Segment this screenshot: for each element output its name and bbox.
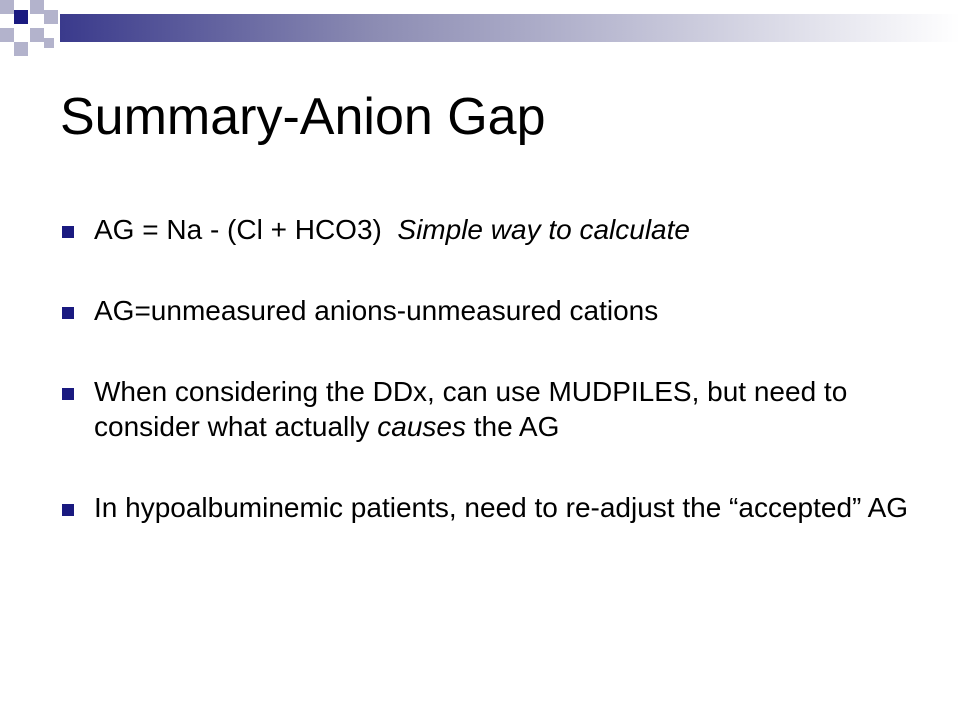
decor-square	[14, 42, 28, 56]
bullet-item	[62, 374, 912, 444]
bullet-item	[62, 490, 912, 525]
bullet-text: the AG	[465, 411, 560, 442]
bullet-emphasis: Simple way to calculate	[397, 214, 690, 245]
decor-square	[30, 0, 44, 14]
bullet-list	[62, 212, 912, 525]
bullet-emphasis: causes	[377, 411, 466, 442]
header-decoration	[0, 0, 960, 60]
bullet-text: In hypoalbuminemic patients, need to re-adjust the “accepted” AG	[94, 492, 909, 523]
decor-square	[44, 10, 58, 24]
decor-square	[30, 28, 44, 42]
decor-square	[0, 28, 14, 42]
square-bullet-icon	[62, 504, 74, 516]
bullet-text: When considering the DDx, can use MUDPILES, but need to consider what actually	[94, 376, 848, 442]
decor-square	[44, 38, 54, 48]
square-bullet-icon	[62, 307, 74, 319]
banner-stripe	[60, 14, 960, 42]
bullet-text: AG = Na - (Cl + HCO3)	[94, 214, 382, 245]
bullet-text: AG=unmeasured anions-unmeasured cations	[94, 295, 659, 326]
square-bullet-icon	[62, 388, 74, 400]
bullet-item	[62, 293, 912, 328]
bullet-item	[62, 212, 912, 247]
square-bullet-icon	[62, 226, 74, 238]
slide-title: Summary-Anion Gap	[60, 88, 546, 146]
decor-square	[0, 0, 14, 14]
decor-square	[14, 10, 28, 24]
